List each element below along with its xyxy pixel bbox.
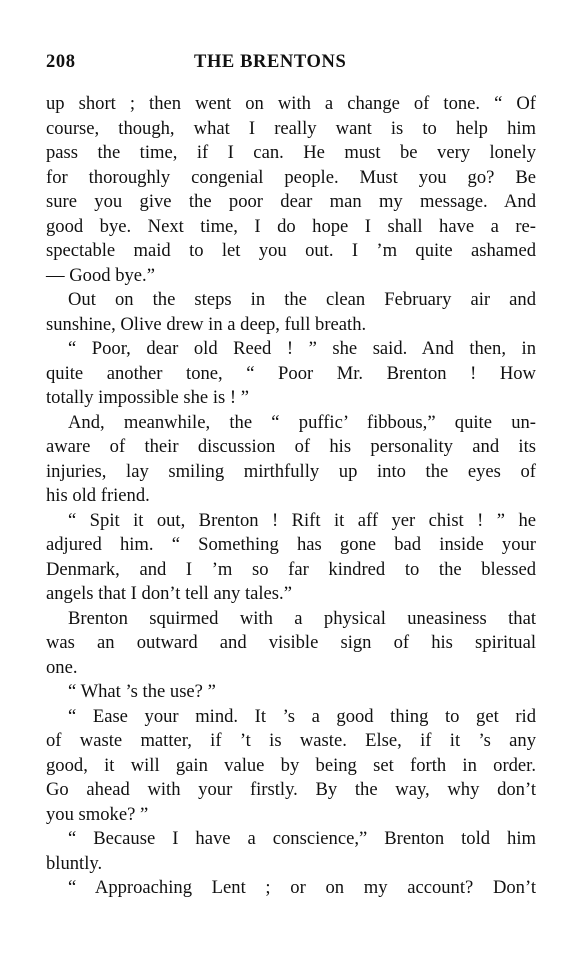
text-line: was an outward and visible sign of his spiritual <box>46 632 536 653</box>
text-line: bluntly. <box>46 852 103 874</box>
text-line: you smoke? ” <box>46 803 149 825</box>
text-line: “ Ease your mind. It ’s a good thing to get rid <box>68 705 536 727</box>
text-line: Go ahead with your firstly. By the way, why don’t <box>46 779 536 800</box>
text-line: Brenton squirmed with a physical uneasiness that <box>68 607 536 629</box>
text-line: aware of their discussion of his personality and its <box>46 436 536 457</box>
text-line: of waste matter, if ’t is waste. Else, if it ’s any <box>46 730 536 751</box>
text-line: good, it will gain value by being set forth in order. <box>46 754 536 776</box>
text-line: sure you give the poor dear man my message. And <box>46 191 536 212</box>
text-line: totally impossible she is ! ” <box>46 387 249 408</box>
text-line: course, though, what I really want is to help him <box>46 117 536 139</box>
text-line: spectable maid to let you out. I ’m quite ashamed <box>46 240 536 261</box>
text-line: “ What ’s the use? ” <box>68 681 216 702</box>
text-line: quite another tone, “ Poor Mr. Brenton ! How <box>46 362 536 384</box>
text-line: up short ; then went on with a change of tone. “ Of <box>46 93 536 114</box>
text-line: for thoroughly congenial people. Must you go? Be <box>46 166 536 188</box>
book-page <box>46 52 536 898</box>
text-line: “ Poor, dear old Reed ! ” she said. And then, in <box>68 338 536 359</box>
body-text <box>46 92 536 901</box>
text-line: “ Approaching Lent ; or on my account? Don’t <box>68 877 536 898</box>
text-line: And, meanwhile, the “ puffic’ fibbous,” quite un- <box>68 411 536 433</box>
text-line: good bye. Next time, I do hope I shall have a re- <box>46 215 536 237</box>
text-line: “ Because I have a conscience,” Brenton told him <box>68 828 536 849</box>
text-line: one. <box>46 656 78 678</box>
text-line: adjured him. “ Something has gone bad inside your <box>46 534 536 555</box>
text-line: his old friend. <box>46 485 150 506</box>
text-line: — Good bye.” <box>46 264 155 286</box>
text-line: sunshine, Olive drew in a deep, full breath. <box>46 313 367 335</box>
text-line: injuries, lay smiling mirthfully up into the eyes of <box>46 460 536 482</box>
running-title: THE BRENTONS <box>194 52 347 72</box>
page-header <box>46 52 536 82</box>
text-line: angels that I don’t tell any tales.” <box>46 583 292 604</box>
text-line: “ Spit it out, Brenton ! Rift it aff yer chist ! ” he <box>68 509 536 531</box>
text-line: pass the time, if I can. He must be very lonely <box>46 142 536 163</box>
text-line: Denmark, and I ’m so far kindred to the blessed <box>46 558 536 580</box>
text-line: Out on the steps in the clean February air and <box>68 289 536 310</box>
page-number: 208 <box>46 52 76 72</box>
